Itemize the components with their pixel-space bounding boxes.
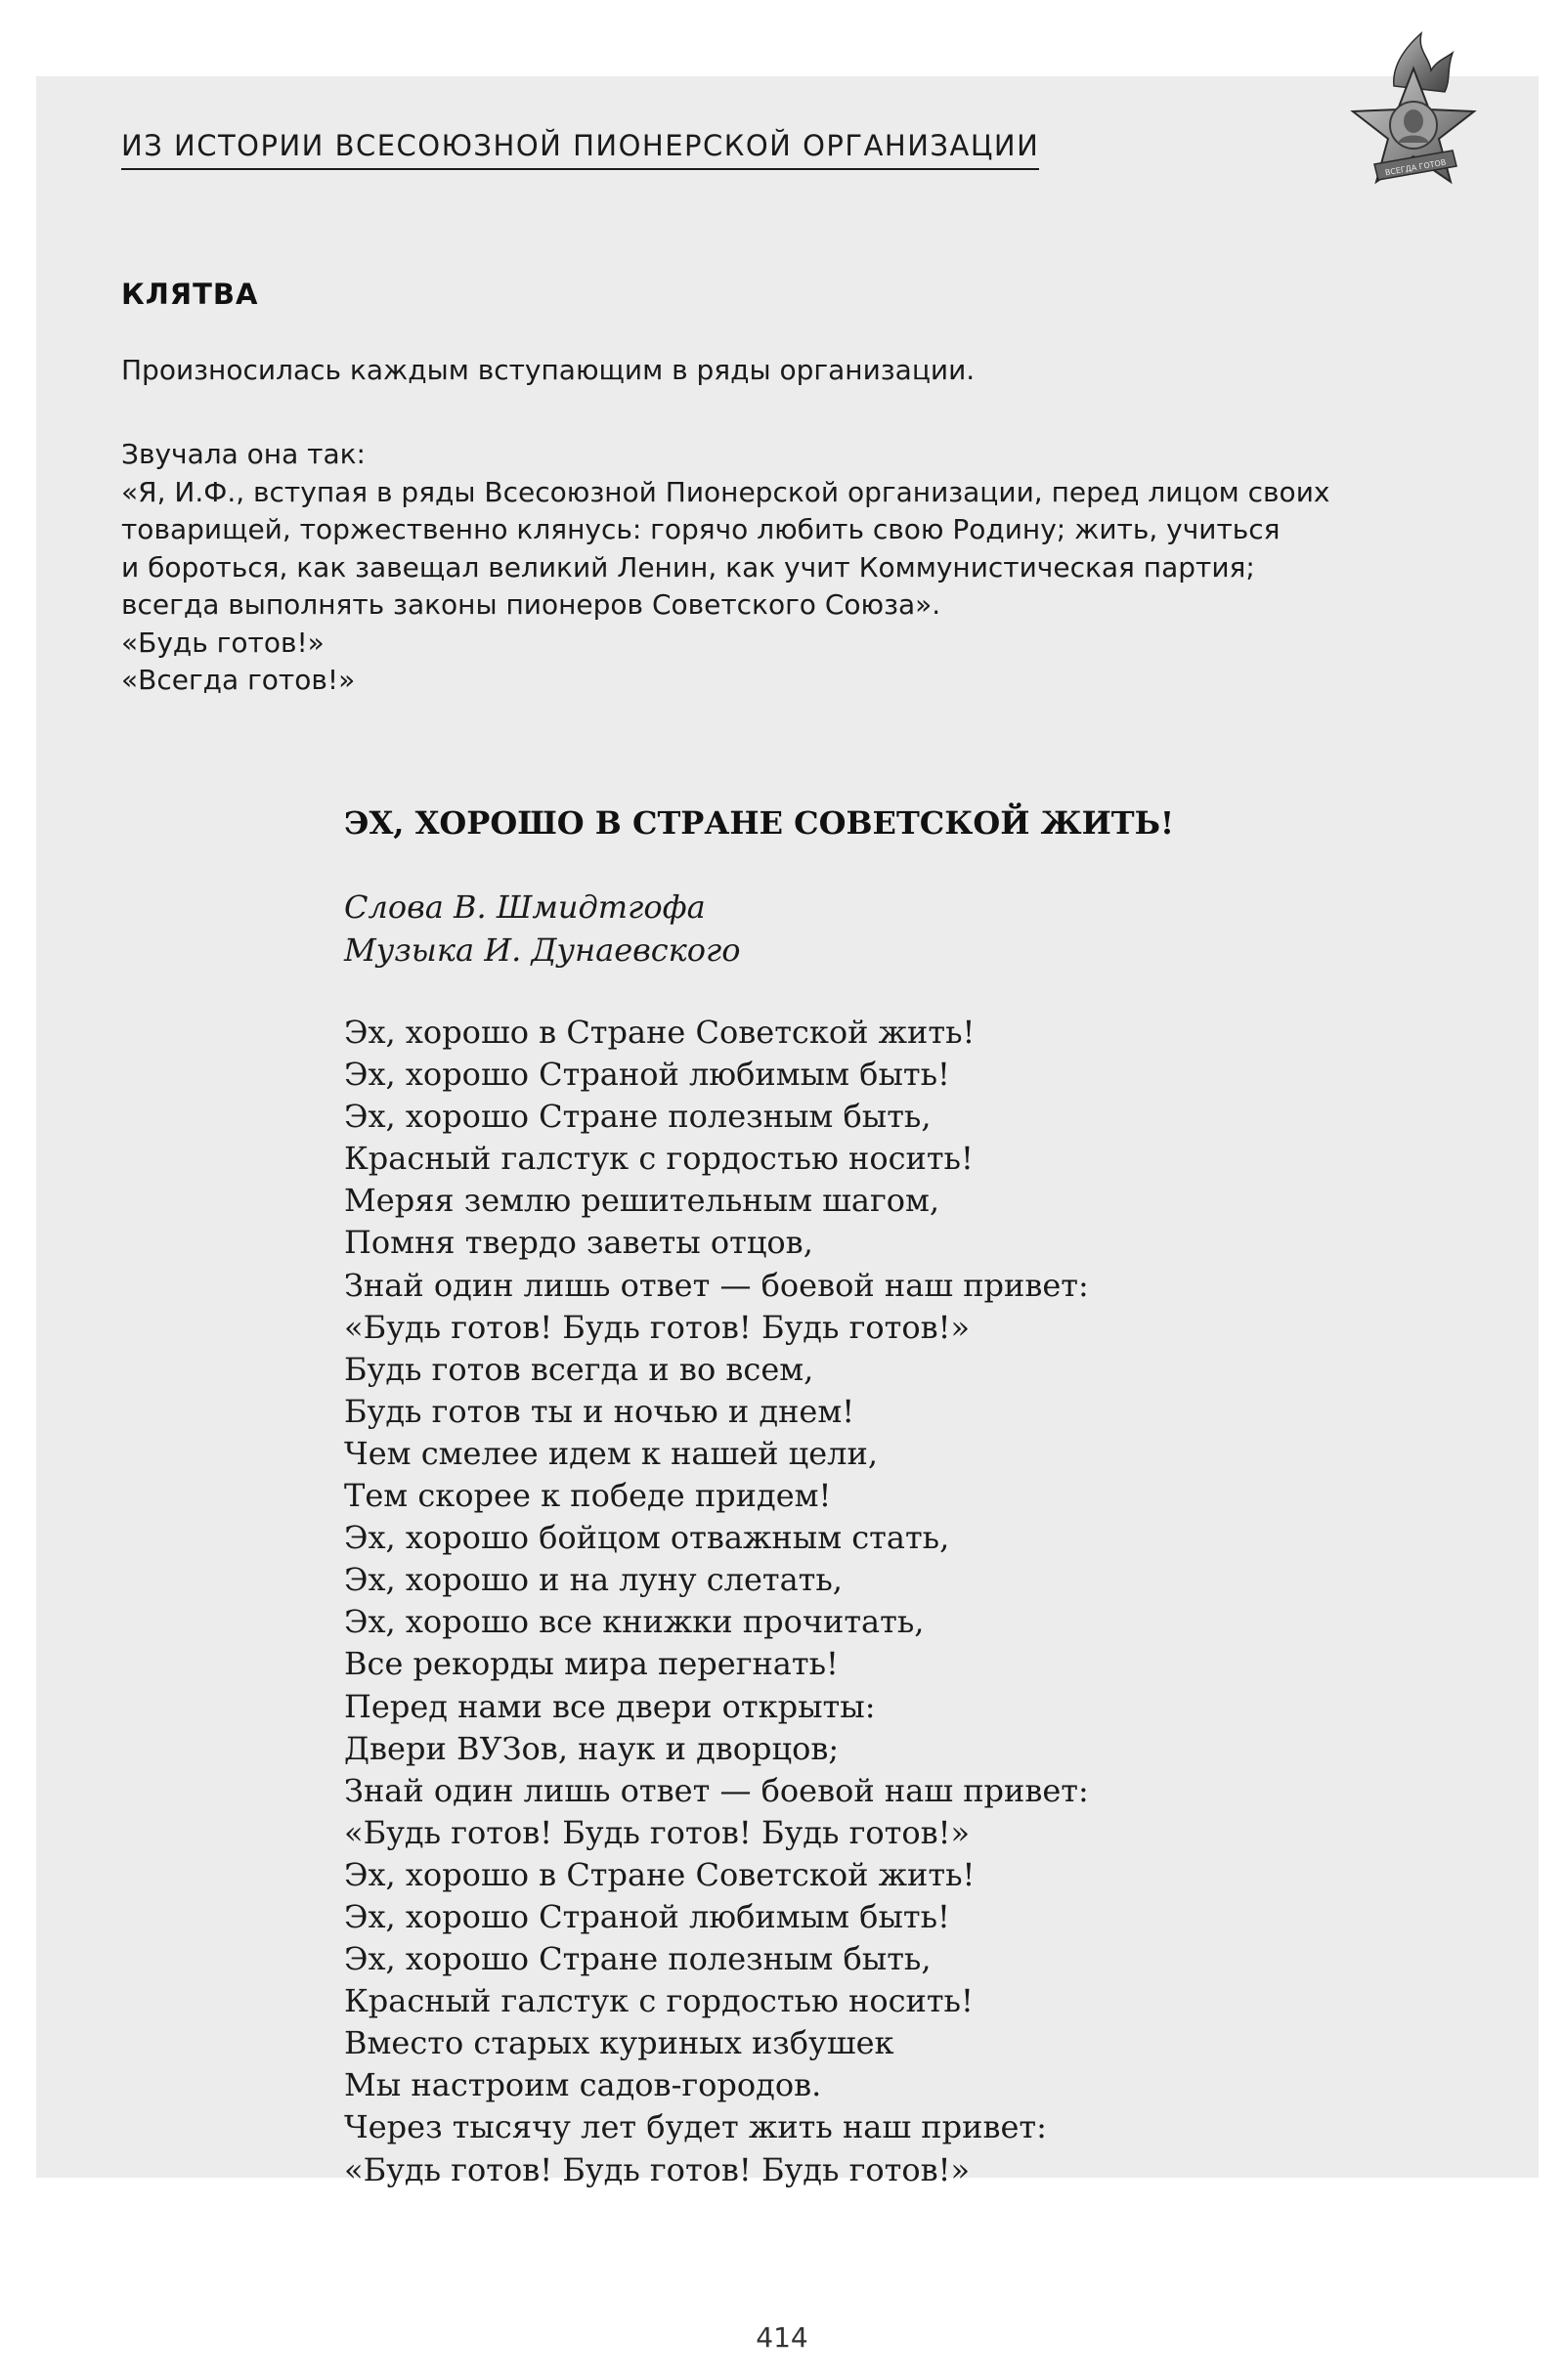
oath-intro: Произносилась каждым вступающим в ряды организации.: [121, 354, 976, 386]
lyric-line: Через тысячу лет будет жить наш привет:: [344, 2108, 1047, 2146]
lyric-line: Эх, хорошо и на луну слетать,: [344, 1561, 843, 1599]
lyric-line: Красный галстук с гордостью носить!: [344, 1140, 974, 1178]
lyric-line: Чем смелее идем к нашей цели,: [344, 1434, 878, 1472]
lyric-line: Вместо старых куриных избушек: [344, 2024, 894, 2062]
lyric-line: Эх, хорошо все книжки прочитать,: [344, 1603, 925, 1641]
oath-line: «Всегда готов!»: [121, 664, 356, 696]
lyric-line: Мы настроим садов-городов.: [344, 2066, 822, 2104]
lyric-line: Эх, хорошо Стране полезным быть,: [344, 1940, 932, 1978]
oath-text: [121, 436, 1329, 700]
lyric-line: Тем скорее к победе придем!: [344, 1477, 832, 1515]
lyric-line: Все рекорды мира перегнать!: [344, 1645, 839, 1683]
song-credits: [344, 887, 740, 972]
oath-line: и бороться, как завещал великий Ленин, как учит Коммунистическая партия;: [121, 550, 1255, 584]
lyric-line: Эх, хорошо Страной любимым быть!: [344, 1056, 950, 1094]
lyric-line: Меряя землю решительным шагом,: [344, 1182, 940, 1220]
lyric-line: Знай один лишь ответ — боевой наш привет:: [344, 1771, 1089, 1809]
oath-line: Звучала она так:: [121, 438, 366, 470]
lyric-line: Знай один лишь ответ — боевой наш привет:: [344, 1266, 1089, 1304]
page-header: ИЗ ИСТОРИИ ВСЕСОЮЗНОЙ ПИОНЕРСКОЙ ОРГАНИЗАЦИИ: [121, 129, 1039, 170]
lyric-line: Эх, хорошо в Стране Советской жить!: [344, 1014, 976, 1051]
song-lyrics: [344, 1012, 1089, 2191]
music-credit: Музыка И. Дунаевского: [344, 930, 741, 969]
lyric-line: Двери ВУЗов, наук и дворцов;: [344, 1729, 840, 1767]
lyric-line: Эх, хорошо в Стране Советской жить!: [344, 1855, 976, 1893]
oath-line: «Я, И.Ф., вступая в ряды Всесоюзной Пионерской организации, перед лицом своих: [121, 475, 1330, 508]
lyric-line: Красный галстук с гордостью носить!: [344, 1982, 974, 2020]
lyric-line: Эх, хорошо бойцом отважным стать,: [344, 1519, 950, 1557]
lyric-line: Эх, хорошо Стране полезным быть,: [344, 1098, 932, 1136]
lyric-line: Помня твердо заветы отцов,: [344, 1224, 813, 1262]
song-title: ЭХ, ХОРОШО В СТРАНЕ СОВЕТСКОЙ ЖИТЬ!: [344, 804, 1175, 842]
lyric-line: Перед нами все двери открыты:: [344, 1687, 876, 1725]
oath-line: товарищей, торжественно клянусь: горячо любить свою Родину; жить, учиться: [121, 513, 1281, 545]
lyric-line: «Будь готов! Будь готов! Будь готов!»: [344, 1813, 971, 1851]
oath-heading: КЛЯТВА: [121, 278, 259, 311]
pioneer-badge-icon: [1335, 27, 1492, 213]
page-number: 414: [756, 2321, 808, 2354]
lyric-line: Эх, хорошо Страной любимым быть!: [344, 1897, 950, 1935]
lyric-line: Будь готов ты и ночью и днем!: [344, 1392, 855, 1430]
lyric-line: «Будь готов! Будь готов! Будь готов!»: [344, 2150, 971, 2188]
lyrics-credit: Слова В. Шмидтгофа: [344, 888, 706, 926]
oath-line: всегда выполнять законы пионеров Советского Союза».: [121, 588, 941, 621]
oath-line: «Будь готов!»: [121, 626, 325, 659]
lyric-line: Будь готов всегда и во всем,: [344, 1350, 814, 1388]
badge-ribbon-text: ВСЕГДА ГОТОВ: [1384, 157, 1447, 178]
lyric-line: «Будь готов! Будь готов! Будь готов!»: [344, 1308, 971, 1346]
